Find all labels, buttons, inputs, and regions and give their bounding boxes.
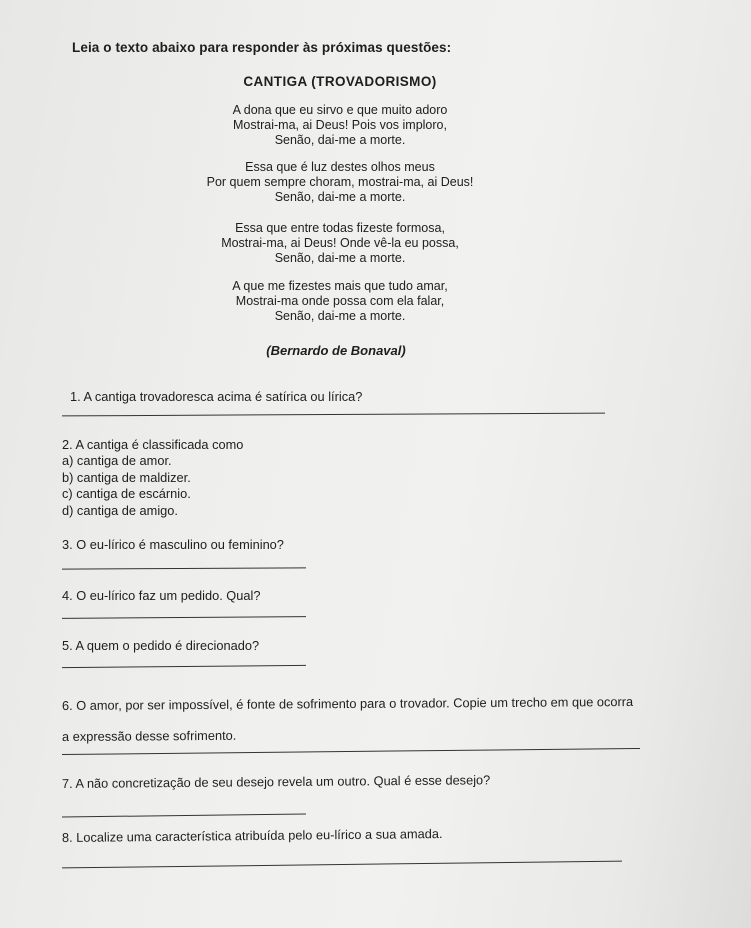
poem-verse: Essa que é luz destes olhos meus: [245, 160, 435, 174]
poem-verse: A dona que eu sirvo e que muito adoro: [232, 103, 448, 117]
poem-verse: Mostrai-ma onde possa com ela falar,: [235, 294, 445, 308]
question-2-options: [62, 453, 191, 519]
answer-line-3[interactable]: [62, 567, 306, 569]
poem-stanza-2: [0, 160, 680, 205]
question-2: 2. A cantiga é classificada como: [62, 437, 244, 452]
poem-title: CANTIGA (TROVADORISMO): [243, 74, 437, 89]
question-7: 7. A não concretização de seu desejo revela um outro. Qual é esse desejo?: [61, 772, 491, 791]
poem-stanza-3: [0, 221, 680, 266]
option-d: d) cantiga de amigo.: [62, 502, 178, 518]
option-c: c) cantiga de escárnio.: [62, 486, 191, 501]
poem-verse: Senão, dai-me a morte.: [274, 309, 406, 323]
poem-verse: Essa que entre todas fizeste formosa,: [235, 221, 445, 235]
poem-author: (Bernardo de Bonaval): [266, 343, 406, 358]
option-a: a) cantiga de amor.: [62, 453, 172, 468]
answer-line-5[interactable]: [62, 665, 306, 668]
option-b: b) cantiga de maldizer.: [62, 469, 191, 485]
poem-verse: Senão, dai-me a morte.: [274, 190, 406, 204]
answer-line-1[interactable]: [62, 413, 605, 417]
question-6: 6. O amor, por ser impossível, é fonte de sofrimento para o trovador. Copie um trecho em que ocorra: [61, 694, 634, 713]
answer-line-7[interactable]: [62, 814, 306, 818]
question-1: 1. A cantiga trovadoresca acima é satírica ou lírica?: [70, 389, 363, 404]
question-8: 8. Localize uma característica atribuída pelo eu-lírico a sua amada.: [61, 826, 443, 845]
poem-stanza-4: [0, 279, 680, 324]
poem-verse: Mostrai-ma, ai Deus! Onde vê-la eu possa,: [221, 236, 459, 250]
poem-verse: A que me fizestes mais que tudo amar,: [232, 279, 448, 293]
answer-line-6[interactable]: [62, 748, 640, 755]
question-5: 5. A quem o pedido é direcionado?: [62, 638, 260, 653]
question-3: 3. O eu-lírico é masculino ou feminino?: [62, 537, 284, 552]
answer-line-8[interactable]: [62, 861, 622, 869]
question-4: 4. O eu-lírico faz um pedido. Qual?: [62, 588, 261, 603]
poem-stanza-1: [0, 103, 680, 148]
instruction-text: Leia o texto abaixo para responder às próximas questões:: [72, 40, 452, 55]
poem-verse: Por quem sempre choram, mostrai-ma, ai Deus!: [206, 175, 474, 189]
question-6-continuation: a expressão desse sofrimento.: [61, 727, 237, 744]
poem-verse: Senão, dai-me a morte.: [274, 133, 406, 147]
answer-line-4[interactable]: [62, 616, 306, 619]
poem-verse: Mostrai-ma, ai Deus! Pois vos imploro,: [233, 118, 447, 132]
poem-verse: Senão, dai-me a morte.: [274, 251, 406, 265]
